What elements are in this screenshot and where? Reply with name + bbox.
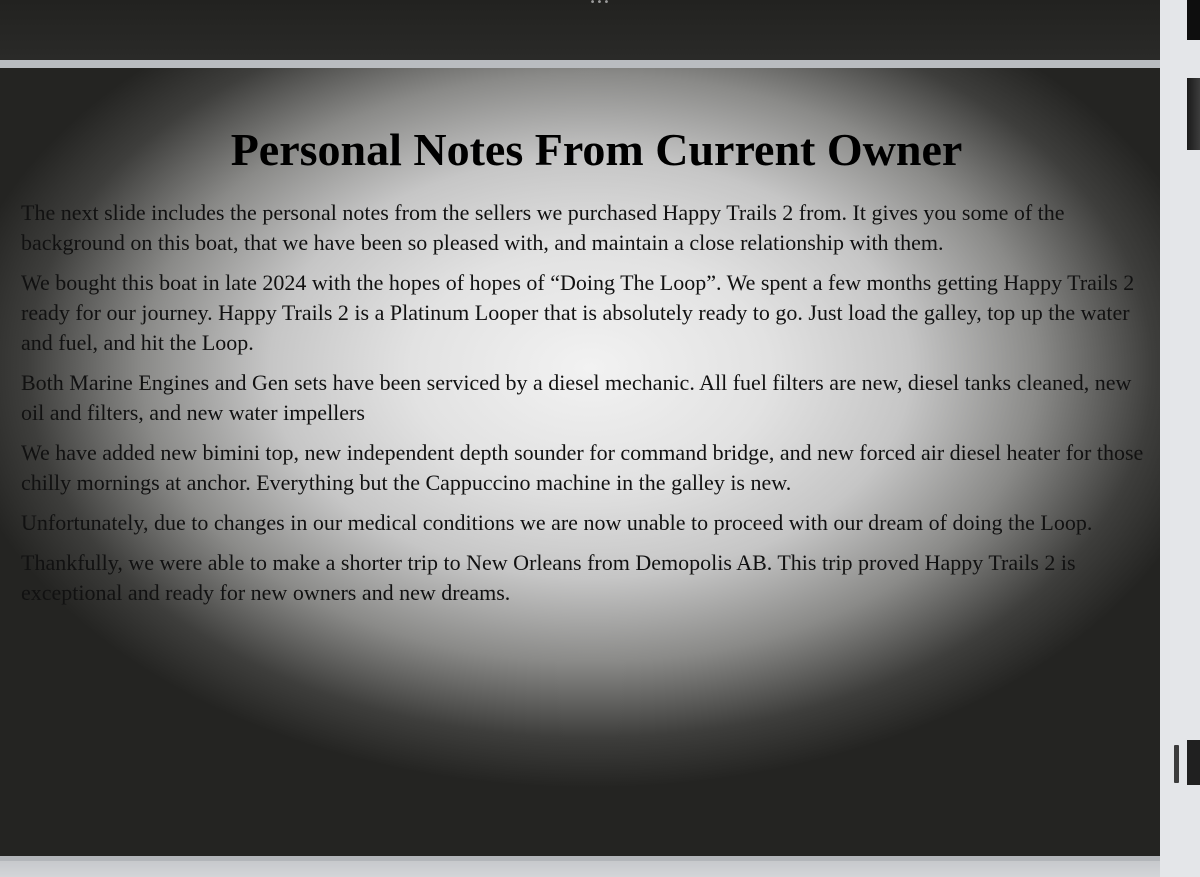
- paragraph: The next slide includes the personal notes from the sellers we purchased Happy Trails 2 from. It gives you some of the background on this boat, that we have been so pleased with, and maintain a close relationship with them.: [21, 200, 1065, 255]
- previous-slide[interactable]: [0, 0, 1160, 60]
- paragraph: Both Marine Engines and Gen sets have been serviced by a diesel mechanic. All fuel filters are new, diesel tanks cleaned, new oil and filters, and new water impellers: [21, 370, 1132, 425]
- paragraph: We have added new bimini top, new independent depth sounder for command bridge, and new forced air diesel heater for those chilly mornings at anchor. Everything but the Cappuccino machine in the galley is new.: [21, 440, 1144, 495]
- scrollbar-handle[interactable]: [1174, 745, 1179, 783]
- paragraph: Thankfully, we were able to make a shorter trip to New Orleans from Demopolis AB. This trip proved Happy Trails 2 is exceptional and ready for new owners and new dreams.: [21, 550, 1076, 605]
- next-slide[interactable]: [0, 861, 1160, 877]
- slide-thumbnail[interactable]: [1187, 740, 1200, 785]
- slide-separator: [0, 60, 1160, 68]
- paragraph: Unfortunately, due to changes in our medical conditions we are now unable to proceed with our dream of doing the Loop.: [21, 510, 1093, 535]
- more-dots-icon[interactable]: •••: [589, 0, 611, 8]
- slide-title: Personal Notes From Current Owner: [230, 124, 963, 175]
- slide-body: [21, 198, 1159, 618]
- slide-thumbnail[interactable]: [1187, 78, 1200, 150]
- paragraph: We bought this boat in late 2024 with the hopes of hopes of “Doing The Loop”. We spent a few months getting Happy Trails 2 ready for our journey. Happy Trails 2 is a Platinum Looper that is absolutely ready to go. Just load the galley, top up the water and fuel, and hit the Loop.: [21, 270, 1135, 355]
- slide-thumbnail[interactable]: [1187, 0, 1200, 40]
